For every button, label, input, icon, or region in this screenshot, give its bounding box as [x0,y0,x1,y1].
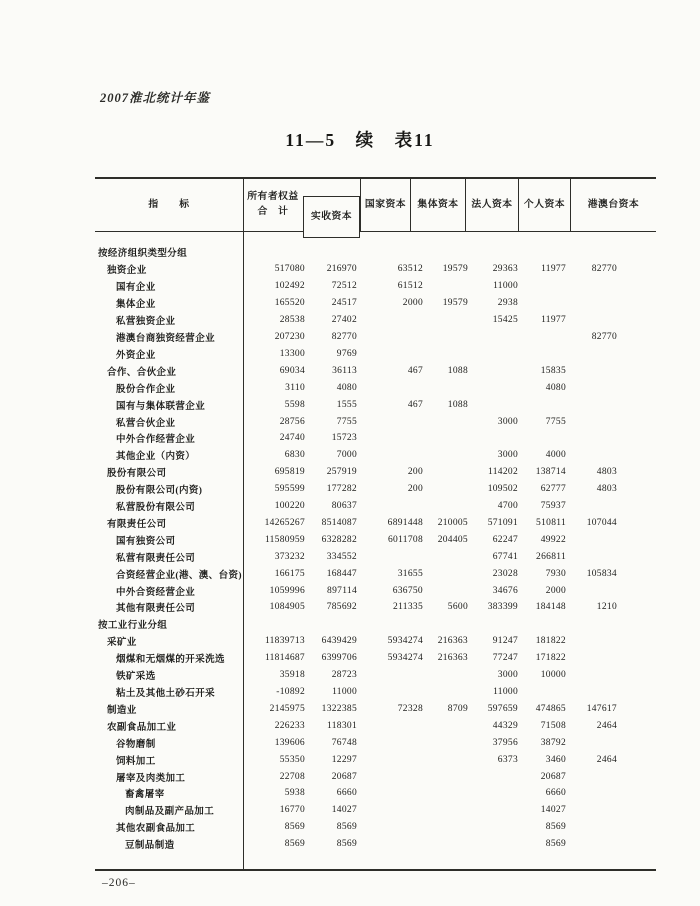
cell-equity-total: 695819 [274,467,305,478]
cell-individual-capital: 4000 [545,450,566,461]
cell-state-capital: 5934274 [387,653,423,664]
cell-legal-person-capital: 67741 [492,551,518,562]
cell-legal-person-capital: 3000 [497,416,518,427]
table-header [95,177,656,232]
cell-individual-capital: 75937 [540,501,566,512]
cell-paid-in-capital: 7000 [336,450,357,461]
cell-legal-person-capital: 23028 [492,568,518,579]
cell-state-capital: 61512 [397,281,423,292]
cell-state-capital: 31655 [397,568,423,579]
table-row [95,295,656,312]
cell-equity-total: 1059996 [269,585,305,596]
row-label: 股份合作企业 [116,384,176,395]
cell-collective-capital: 1088 [447,399,468,410]
col-header-indicator: 指 标 [148,198,190,210]
cell-state-capital: 467 [407,399,423,410]
table-row [95,464,656,481]
row-label: 国有与集体联营企业 [116,401,206,412]
table-row [95,362,656,379]
cell-legal-person-capital: 77247 [492,653,518,664]
table-row [95,599,656,616]
row-label: 按工业行业分组 [98,621,168,632]
row-label: 烟煤和无烟煤的开采洗选 [116,655,225,666]
cell-legal-person-capital: 37956 [492,737,518,748]
cell-state-capital: 2000 [402,298,423,309]
table-row [95,379,656,396]
cell-legal-person-capital: 34676 [492,585,518,596]
col-header-state-capital: 国家资本 [360,179,410,231]
row-label: 独资企业 [107,266,147,277]
cell-legal-person-capital: 29363 [492,264,518,275]
cell-state-capital: 467 [407,365,423,376]
cell-equity-total: 207230 [274,331,305,342]
cell-paid-in-capital: 80637 [331,501,357,512]
table-body [95,244,656,853]
cell-individual-capital: 71508 [540,720,566,731]
table-row [95,768,656,785]
table-row [95,278,656,295]
cell-collective-capital: 216363 [437,636,468,647]
cell-paid-in-capital: 9769 [336,348,357,359]
cell-equity-total: -10892 [276,687,305,698]
row-label: 私营股份有限公司 [116,503,196,514]
row-label: 私营合伙企业 [116,418,176,429]
cell-equity-total: 2145975 [269,703,305,714]
table-row [95,667,656,684]
cell-equity-total: 100220 [274,501,305,512]
col-header-equity-line1: 所有者权益 [247,191,299,203]
cell-hk-mo-tw-capital: 4803 [596,467,617,478]
table-row [95,447,656,464]
cell-equity-total: 165520 [274,298,305,309]
cell-equity-total: 166175 [274,568,305,579]
row-label: 有限责任公司 [107,519,167,530]
cell-collective-capital: 5600 [447,602,468,613]
row-label: 粘土及其他土砂石开采 [116,689,216,700]
cell-paid-in-capital: 4080 [336,382,357,393]
cell-paid-in-capital: 6439429 [321,636,357,647]
cell-equity-total: 11814687 [264,653,305,664]
cell-hk-mo-tw-capital: 105834 [586,568,617,579]
cell-individual-capital: 181822 [535,636,566,647]
row-label: 股份有限公司 [107,469,167,480]
table-row [95,819,656,836]
row-label: 制造业 [107,705,137,716]
cell-individual-capital: 11977 [541,264,566,275]
row-label: 肉制品及副产品加工 [125,807,215,818]
row-label: 按经济组织类型分组 [98,249,188,260]
cell-paid-in-capital: 6399706 [321,653,357,664]
cell-collective-capital: 216363 [437,653,468,664]
row-label: 屠宰及肉类加工 [116,773,186,784]
row-label: 中外合资经营企业 [116,587,196,598]
cell-equity-total: 8569 [284,839,305,850]
cell-equity-total: 35918 [279,670,305,681]
cell-hk-mo-tw-capital: 2464 [596,754,617,765]
cell-legal-person-capital: 62247 [492,534,518,545]
cell-paid-in-capital: 1322385 [321,703,357,714]
cell-individual-capital: 3460 [545,754,566,765]
cell-paid-in-capital: 15723 [331,433,357,444]
cell-paid-in-capital: 36113 [332,365,357,376]
cell-collective-capital: 8709 [447,703,468,714]
cell-hk-mo-tw-capital: 82770 [591,264,617,275]
cell-equity-total: 5598 [284,399,305,410]
cell-paid-in-capital: 6328282 [321,534,357,545]
cell-individual-capital: 14027 [540,805,566,816]
row-label: 国有独资公司 [116,536,176,547]
col-header-hk-mo-tw-capital: 港澳台资本 [570,179,656,231]
cell-legal-person-capital: 3000 [497,670,518,681]
cell-collective-capital: 210005 [437,517,468,528]
cell-paid-in-capital: 82770 [331,331,357,342]
yearbook-header: 2007淮北统计年鉴 [100,91,211,105]
table-row [95,345,656,362]
cell-individual-capital: 6660 [545,788,566,799]
table-row [95,498,656,515]
table-row [95,650,656,667]
cell-equity-total: 69034 [279,365,305,376]
table-row [95,531,656,548]
row-label: 谷物磨制 [116,739,156,750]
cell-hk-mo-tw-capital: 4803 [596,484,617,495]
col-header-individual-capital: 个人资本 [518,179,570,231]
table-row [95,700,656,717]
cell-legal-person-capital: 114202 [488,467,518,478]
cell-collective-capital: 204405 [437,534,468,545]
cell-collective-capital: 1088 [447,365,468,376]
cell-equity-total: 16770 [279,805,305,816]
cell-collective-capital: 19579 [442,298,468,309]
cell-paid-in-capital: 334552 [326,551,357,562]
cell-equity-total: 226233 [274,720,305,731]
col-header-equity-total [243,179,303,231]
row-label: 采矿业 [107,638,137,649]
row-label: 集体企业 [116,300,156,311]
cell-state-capital: 6891448 [387,517,423,528]
row-label: 私营独资企业 [116,317,176,328]
cell-equity-total: 8569 [284,822,305,833]
row-label: 港澳台商独资经营企业 [116,333,216,344]
cell-state-capital: 5934274 [387,636,423,647]
table-row [95,684,656,701]
cell-equity-total: 55350 [279,754,305,765]
page-number: –206– [102,877,136,889]
cell-equity-total: 11839713 [264,636,305,647]
cell-legal-person-capital: 109502 [487,484,518,495]
table-row [95,430,656,447]
cell-paid-in-capital: 12297 [331,754,357,765]
cell-individual-capital: 171822 [535,653,566,664]
cell-individual-capital: 138714 [535,467,566,478]
cell-paid-in-capital: 11000 [332,687,357,698]
table-row [95,836,656,853]
table-row [95,582,656,599]
cell-legal-person-capital: 3000 [497,450,518,461]
cell-equity-total: 1084905 [269,602,305,613]
cell-equity-total: 28756 [279,416,305,427]
cell-equity-total: 139606 [274,737,305,748]
row-label: 豆制品制造 [125,841,175,852]
cell-equity-total: 102492 [274,281,305,292]
cell-individual-capital: 11977 [541,315,566,326]
cell-paid-in-capital: 118301 [327,720,357,731]
col-header-collective-capital: 集体资本 [410,179,465,231]
table-title: 11—5 续 表11 [285,130,435,150]
cell-legal-person-capital: 571091 [487,517,518,528]
cell-individual-capital: 49922 [540,534,566,545]
cell-paid-in-capital: 8514087 [321,517,357,528]
cell-equity-total: 5938 [284,788,305,799]
table-row [95,548,656,565]
row-label: 中外合作经营企业 [116,435,196,446]
cell-legal-person-capital: 44329 [492,720,518,731]
cell-paid-in-capital: 6660 [336,788,357,799]
cell-equity-total: 11580959 [264,534,305,545]
table-row [95,244,656,261]
cell-paid-in-capital: 7755 [336,416,357,427]
cell-paid-in-capital: 27402 [331,315,357,326]
cell-paid-in-capital: 168447 [326,568,357,579]
cell-collective-capital: 19579 [442,264,468,275]
row-label: 其他有限责任公司 [116,604,196,615]
table-bottom-border [95,869,656,871]
row-label: 国有企业 [116,283,156,294]
row-label: 铁矿采选 [116,672,156,683]
col-header-paid-in-capital: 实收资本 [303,196,360,238]
row-label: 合作、合伙企业 [107,367,177,378]
cell-individual-capital: 2000 [545,585,566,596]
cell-state-capital: 200 [407,484,423,495]
cell-state-capital: 6011708 [388,534,423,545]
cell-legal-person-capital: 11000 [493,687,518,698]
row-label: 其他企业（内资） [116,452,196,463]
cell-paid-in-capital: 72512 [331,281,357,292]
cell-individual-capital: 7930 [545,568,566,579]
cell-hk-mo-tw-capital: 2464 [596,720,617,731]
cell-individual-capital: 20687 [540,771,566,782]
cell-equity-total: 373232 [274,551,305,562]
cell-equity-total: 595599 [274,484,305,495]
cell-equity-total: 6830 [284,450,305,461]
cell-paid-in-capital: 76748 [331,737,357,748]
cell-individual-capital: 10000 [540,670,566,681]
table-row [95,785,656,802]
cell-paid-in-capital: 14027 [331,805,357,816]
table-row [95,515,656,532]
cell-individual-capital: 38792 [540,737,566,748]
cell-individual-capital: 15835 [540,365,566,376]
cell-state-capital: 200 [407,467,423,478]
cell-hk-mo-tw-capital: 1210 [596,602,617,613]
cell-equity-total: 24740 [279,433,305,444]
cell-hk-mo-tw-capital: 147617 [586,703,617,714]
cell-legal-person-capital: 6373 [497,754,518,765]
cell-hk-mo-tw-capital: 107044 [586,517,617,528]
cell-paid-in-capital: 8569 [336,822,357,833]
cell-individual-capital: 8569 [545,839,566,850]
cell-state-capital: 63512 [397,264,423,275]
cell-paid-in-capital: 8569 [336,839,357,850]
table-row [95,717,656,734]
cell-state-capital: 72328 [397,703,423,714]
cell-legal-person-capital: 383399 [487,602,518,613]
cell-paid-in-capital: 177282 [326,484,357,495]
table-row [95,481,656,498]
cell-legal-person-capital: 4700 [497,501,518,512]
cell-individual-capital: 184148 [535,602,566,613]
cell-paid-in-capital: 785692 [326,602,357,613]
cell-equity-total: 22708 [279,771,305,782]
table-row [95,312,656,329]
table-row [95,734,656,751]
cell-individual-capital: 62777 [540,484,566,495]
cell-paid-in-capital: 216970 [326,264,357,275]
row-label: 农副食品加工业 [107,722,177,733]
indicator-column-divider [243,177,244,871]
row-label: 畜禽屠宰 [125,790,165,801]
table-row [95,396,656,413]
cell-hk-mo-tw-capital: 82770 [591,331,617,342]
table-row [95,751,656,768]
row-label: 股份有限公司(内资) [116,486,203,497]
col-header-legal-person-capital: 法人资本 [465,179,518,231]
cell-paid-in-capital: 24517 [331,298,357,309]
cell-equity-total: 3110 [285,382,305,393]
row-label: 私营有限责任公司 [116,553,196,564]
cell-individual-capital: 7755 [545,416,566,427]
cell-legal-person-capital: 597659 [487,703,518,714]
row-label: 饲料加工 [116,756,156,767]
cell-equity-total: 28538 [279,315,305,326]
cell-individual-capital: 510811 [536,517,566,528]
cell-legal-person-capital: 91247 [492,636,518,647]
cell-paid-in-capital: 20687 [331,771,357,782]
cell-equity-total: 517080 [274,264,305,275]
cell-equity-total: 13300 [279,348,305,359]
cell-legal-person-capital: 15425 [492,315,518,326]
cell-individual-capital: 474865 [535,703,566,714]
table-row [95,329,656,346]
row-label: 其他农副食品加工 [116,824,196,835]
row-label: 外资企业 [116,350,156,361]
cell-paid-in-capital: 1555 [336,399,357,410]
cell-equity-total: 14265267 [264,517,305,528]
table-row [95,413,656,430]
table-row [95,565,656,582]
cell-state-capital: 636750 [392,585,423,596]
table-row [95,616,656,633]
col-header-equity-line2: 合 计 [257,206,289,217]
cell-paid-in-capital: 897114 [327,585,357,596]
cell-individual-capital: 4080 [545,382,566,393]
cell-legal-person-capital: 11000 [493,281,518,292]
cell-individual-capital: 8569 [545,822,566,833]
cell-legal-person-capital: 2938 [497,298,518,309]
table-row [95,261,656,278]
table-row [95,802,656,819]
table-row [95,633,656,650]
cell-individual-capital: 266811 [536,551,566,562]
cell-state-capital: 211335 [393,602,423,613]
cell-paid-in-capital: 257919 [326,467,357,478]
cell-paid-in-capital: 28723 [331,670,357,681]
row-label: 合资经营企业(港、澳、台资) [116,570,242,581]
